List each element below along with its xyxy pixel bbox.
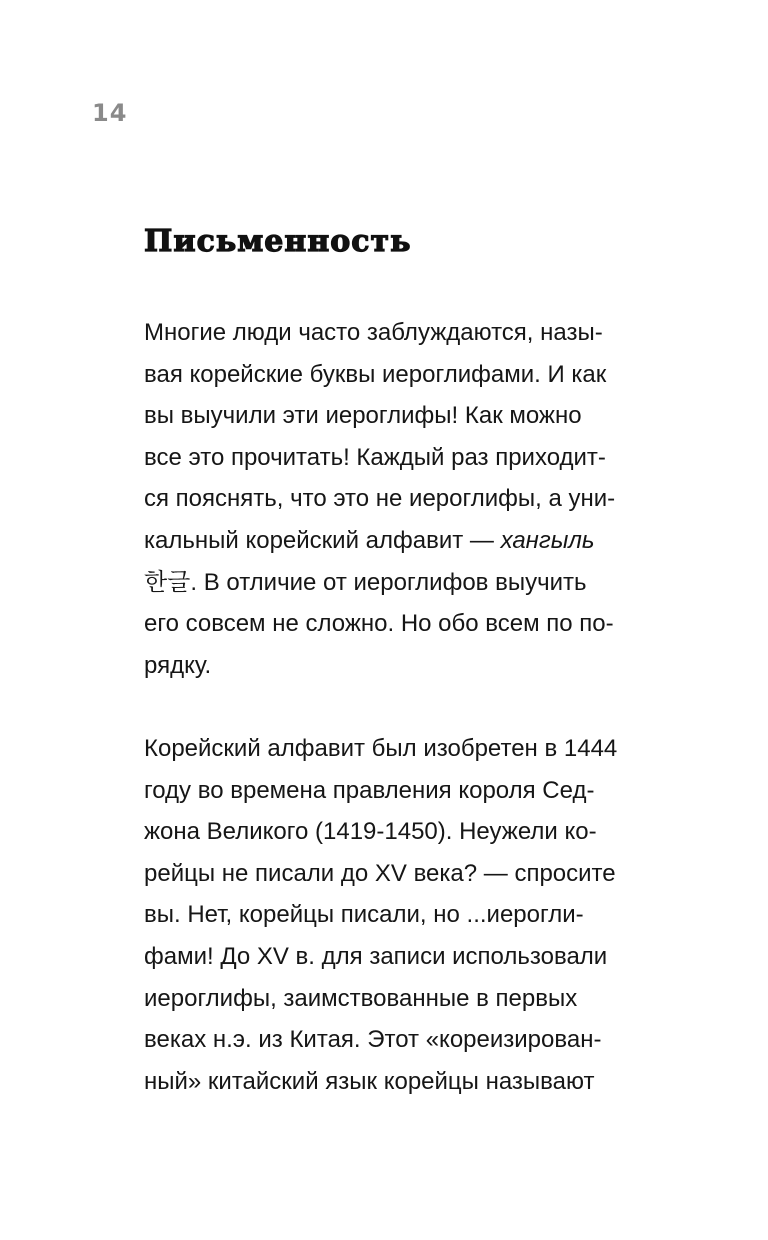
text-segment: кальный корейский алфавит — — [144, 526, 501, 554]
text-line — [144, 562, 664, 604]
text-line: иероглифы, заимствованные в первых — [144, 984, 578, 1012]
text-line: Корейский алфавит был изобретен в 1444 — [144, 735, 618, 762]
text-line: вая корейские буквы иероглифами. И как — [144, 360, 607, 388]
paragraph-1 — [144, 312, 664, 686]
chapter-title: Письменность — [144, 224, 412, 259]
text-line: его совсем не сложно. Но обо всем по по- — [144, 610, 614, 638]
text-line: рядку. — [144, 651, 212, 679]
text-line: году во времена правления короля Сед- — [144, 776, 595, 804]
text-line: жона Великого (1419-1450). Неужели ко- — [144, 818, 597, 846]
term-hangul-korean: 한글 — [144, 567, 191, 596]
page-number: 14 — [92, 99, 128, 127]
text-line: веках н.э. из Китая. Этот «кореизирован- — [144, 1026, 602, 1054]
text-line: рейцы не писали до XV века? — спросите — [144, 859, 616, 887]
text-line: Многие люди часто заблуждаются, назы- — [144, 319, 603, 346]
text-segment: . В отличие от иероглифов выучить — [190, 568, 587, 596]
term-hangul-transliteration: хангыль — [500, 526, 595, 554]
text-line: вы выучили эти иероглифы! Как можно — [144, 402, 582, 430]
text-line: все это прочитать! Каждый раз приходит- — [144, 443, 606, 471]
text-line: фами! До XV в. для записи использовали — [144, 942, 608, 970]
paragraph-2 — [144, 728, 664, 1102]
text-line: вы. Нет, корейцы писали, но ...иерогли- — [144, 901, 584, 929]
text-line — [144, 520, 664, 562]
text-line: ся пояснять, что это не иероглифы, а уни- — [144, 485, 616, 513]
text-line: ный» китайский язык корейцы называют — [144, 1067, 595, 1095]
